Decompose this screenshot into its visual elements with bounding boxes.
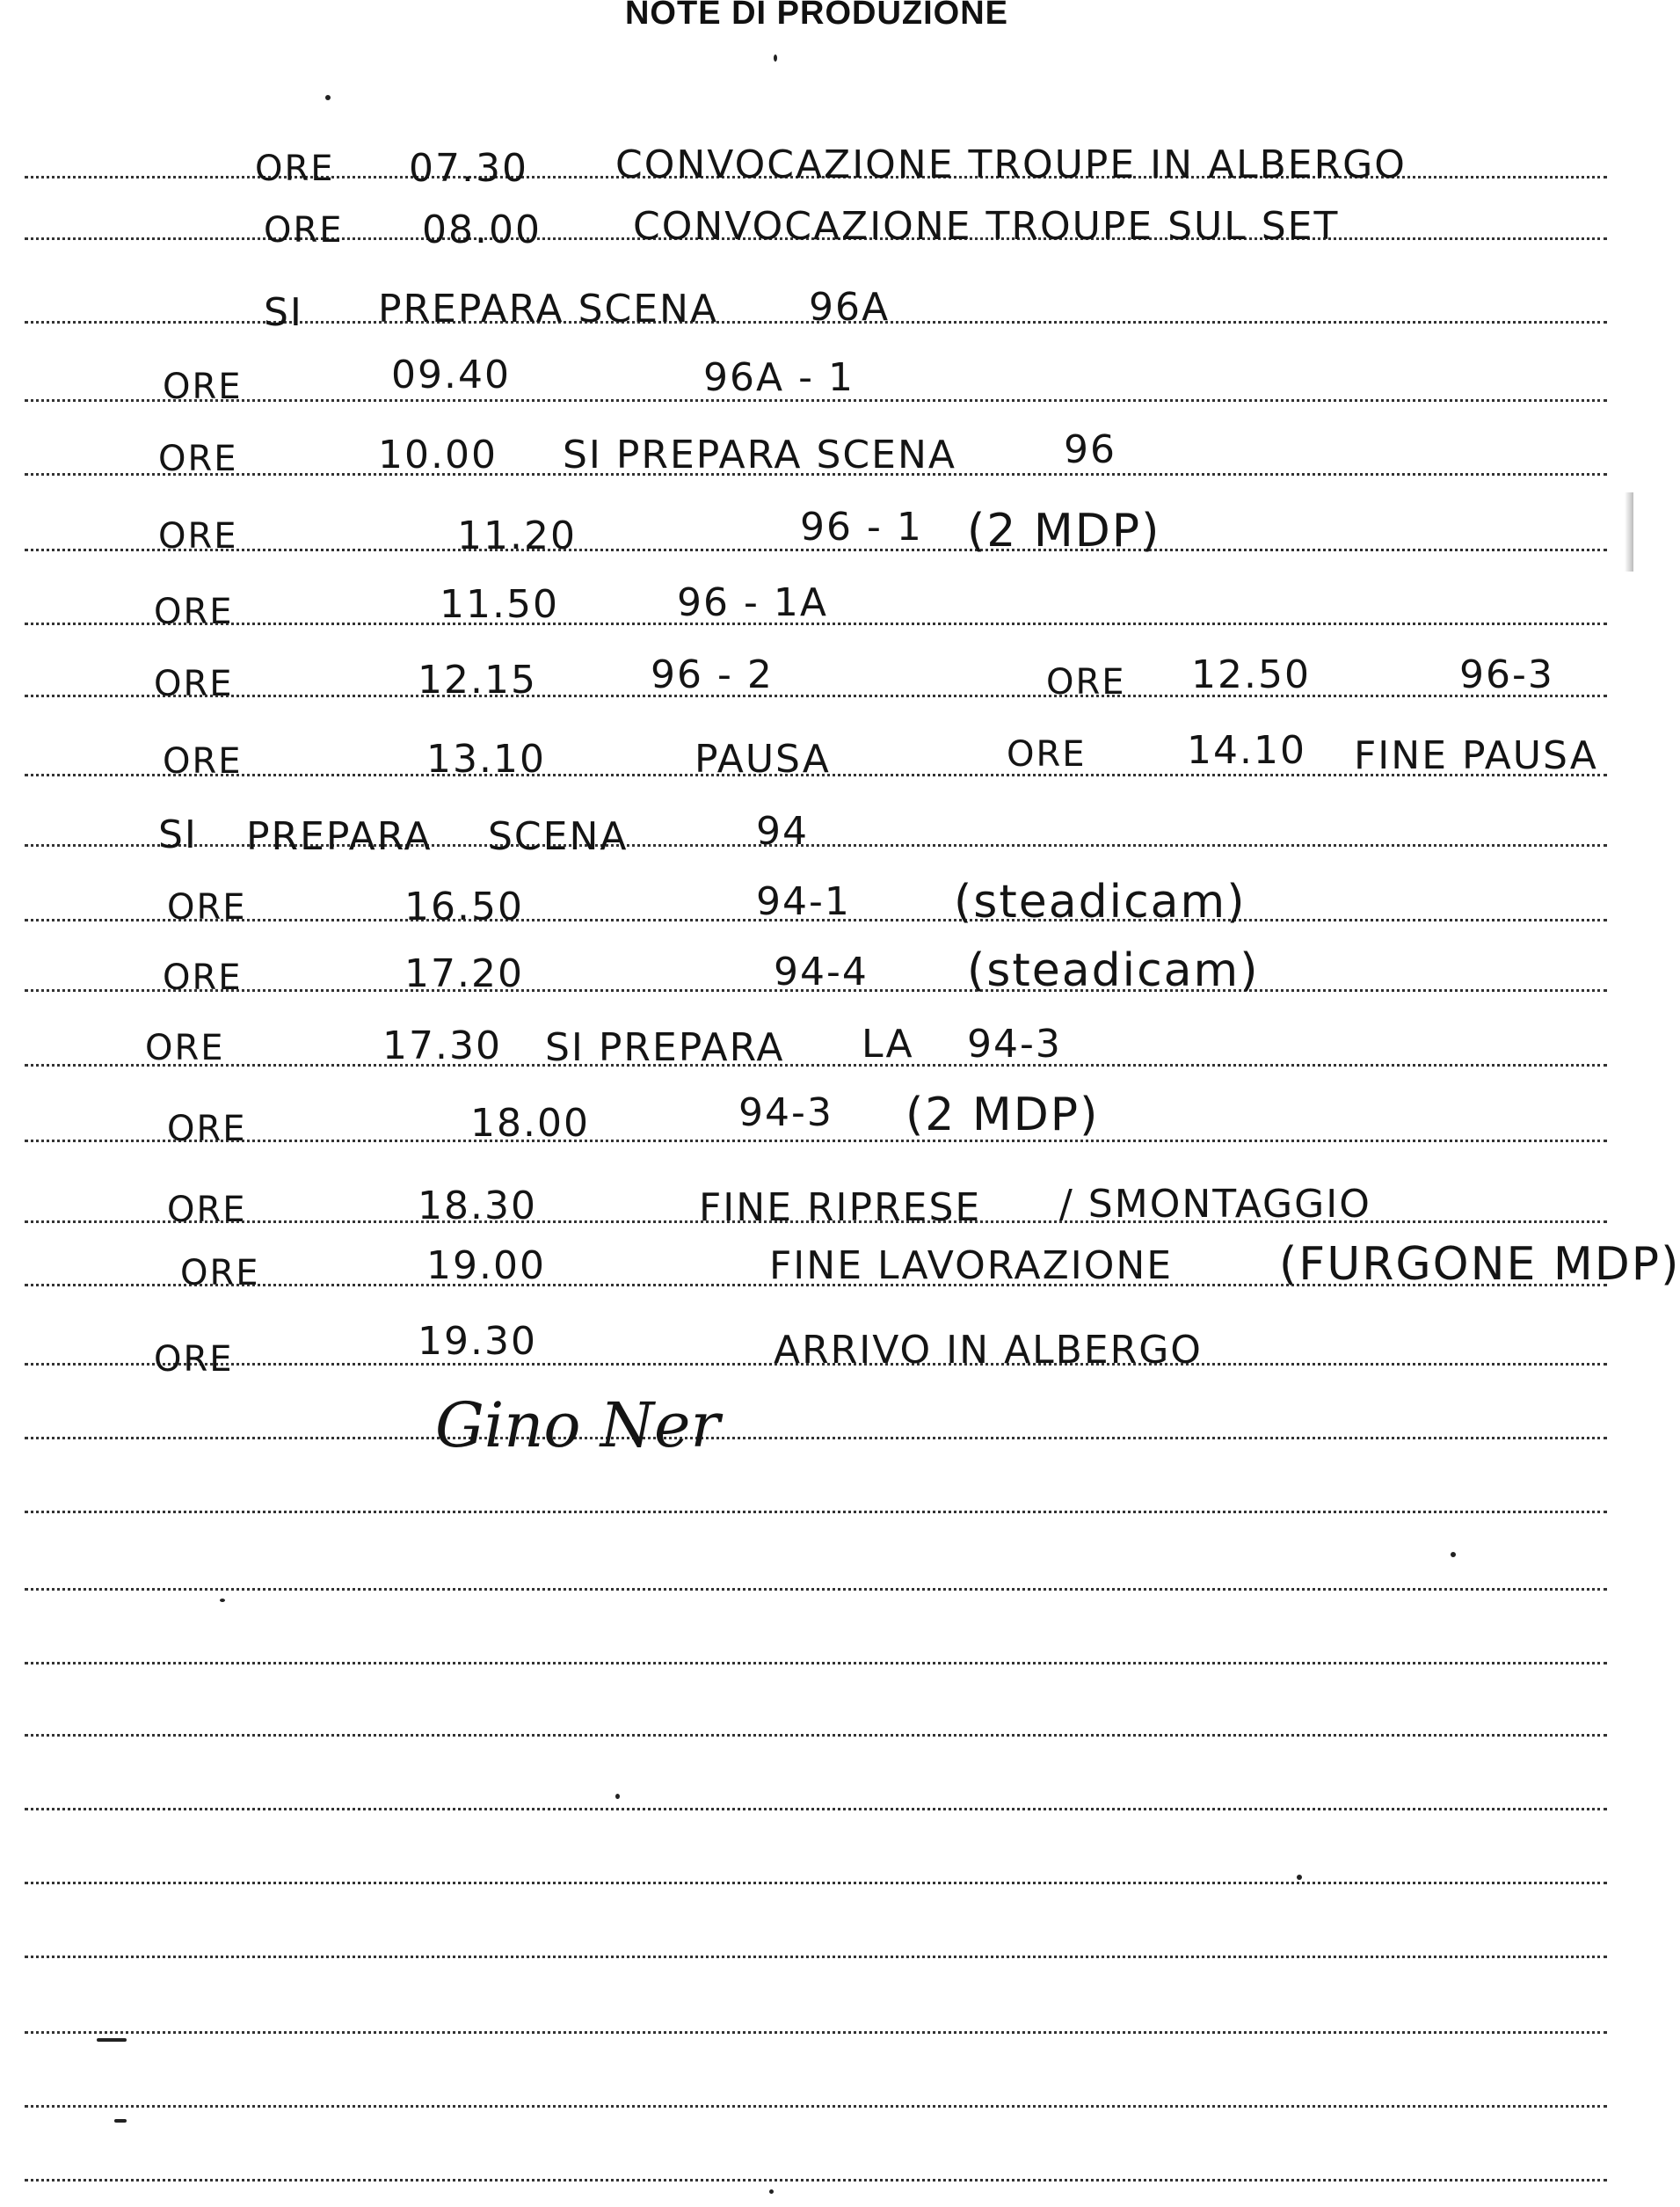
line-16-ore: ORE [180, 1253, 260, 1293]
line-10-scena: SCENA [488, 814, 629, 859]
scan-speck [615, 1794, 620, 1799]
line-13-text: SI PREPARA [545, 1025, 785, 1070]
scan-edge-shadow [1625, 492, 1633, 572]
line-3-si: SI [264, 290, 303, 335]
line-13-ore: ORE [145, 1028, 225, 1068]
line-12-take: 94-4 [774, 950, 869, 994]
line-1-time: 07.30 [409, 146, 528, 191]
line-16-note: (FURGONE MDP) [1279, 1238, 1680, 1291]
scan-speck [774, 55, 777, 62]
ruled-line [25, 1064, 1607, 1067]
ruled-line [25, 1956, 1607, 1958]
line-7-take: 96 - 1A [677, 580, 828, 625]
line-2-time: 08.00 [422, 208, 542, 252]
line-15-text: FINE RIPRESE [699, 1185, 982, 1230]
scan-speck [325, 95, 331, 100]
line-2-text: CONVOCAZIONE TROUPE SUL SET [633, 204, 1340, 249]
line-14-note: (2 MDP) [905, 1089, 1100, 1141]
line-17-time: 19.30 [418, 1319, 537, 1364]
line-1-text: CONVOCAZIONE TROUPE IN ALBERGO [615, 142, 1407, 187]
line-12-ore: ORE [163, 958, 243, 998]
line-16-text: FINE LAVORAZIONE [769, 1243, 1174, 1288]
line-9-ore-2: ORE [1007, 734, 1087, 775]
ruled-line [25, 1140, 1607, 1142]
line-9-text-2: FINE PAUSA [1354, 733, 1598, 778]
scan-speck [114, 2119, 127, 2123]
line-4-ore: ORE [163, 367, 243, 407]
line-5-text: SI PREPARA SCENA [563, 433, 956, 477]
line-15-ore: ORE [167, 1190, 247, 1230]
signature: Gino Ner [435, 1389, 720, 1461]
line-13-la: LA [862, 1022, 914, 1067]
ruled-line [25, 1882, 1607, 1884]
line-8-time: 12.15 [418, 658, 537, 703]
ruled-line [25, 1808, 1607, 1810]
scan-speck [1451, 1552, 1456, 1557]
ruled-line [25, 1734, 1607, 1737]
line-5-ore: ORE [158, 439, 238, 479]
scan-speck [1297, 1875, 1302, 1880]
scan-speck [769, 2189, 774, 2194]
ruled-line [25, 695, 1607, 697]
line-8-take: 96 - 2 [651, 652, 774, 697]
line-7-ore: ORE [154, 592, 234, 632]
line-6-note: (2 MDP) [967, 505, 1161, 557]
line-14-ore: ORE [167, 1109, 247, 1149]
line-9-time-2: 14.10 [1187, 728, 1306, 773]
line-16-time: 19.00 [426, 1243, 546, 1288]
scan-speck [220, 1599, 225, 1602]
line-17-ore: ORE [154, 1339, 234, 1380]
ruled-line [25, 1511, 1607, 1513]
ruled-line [25, 2031, 1607, 2034]
line-3-scene: 96A [809, 285, 891, 330]
line-4-time: 09.40 [391, 353, 511, 397]
line-5-scene: 96 [1064, 427, 1116, 472]
line-10-scene: 94 [756, 809, 809, 854]
line-6-take: 96 - 1 [800, 505, 923, 550]
line-8-time-2: 12.50 [1191, 652, 1311, 697]
scan-speck [97, 2038, 127, 2042]
line-2-ore: ORE [264, 210, 344, 251]
line-12-time: 17.20 [404, 951, 524, 996]
line-9-ore: ORE [163, 741, 243, 782]
ruled-line [25, 2105, 1607, 2108]
line-6-time: 11.20 [457, 514, 577, 558]
page-title: NOTE DI PRODUZIONE [624, 0, 1009, 32]
line-7-time: 11.50 [440, 582, 559, 627]
line-14-take: 94-3 [738, 1090, 833, 1135]
line-11-take: 94-1 [756, 879, 851, 924]
line-13-take: 94-3 [967, 1022, 1062, 1067]
line-4-take: 96A - 1 [703, 355, 855, 400]
line-5-time: 10.00 [378, 433, 498, 477]
line-1-ore: ORE [255, 149, 335, 189]
ruled-line [25, 1662, 1607, 1664]
line-17-text: ARRIVO IN ALBERGO [774, 1328, 1203, 1373]
line-10-prepara: PREPARA [246, 814, 433, 859]
ruled-line [25, 1588, 1607, 1591]
line-8-take-2: 96-3 [1459, 652, 1554, 697]
ruled-line [25, 2179, 1607, 2182]
line-12-note: (steadicam) [967, 944, 1260, 997]
line-6-ore: ORE [158, 516, 238, 557]
line-10-si: SI [158, 812, 198, 857]
line-3-text: PREPARA SCENA [378, 287, 719, 331]
line-8-ore: ORE [154, 664, 234, 704]
line-14-time: 18.00 [470, 1101, 590, 1146]
line-11-ore: ORE [167, 887, 247, 928]
line-11-time: 16.50 [404, 885, 524, 929]
line-13-time: 17.30 [382, 1023, 502, 1068]
line-15-time: 18.30 [418, 1184, 537, 1228]
line-9-time: 13.10 [426, 737, 546, 782]
line-8-ore-2: ORE [1046, 662, 1126, 703]
line-11-note: (steadicam) [954, 876, 1247, 929]
line-15-text-2: / SMONTAGGIO [1059, 1182, 1371, 1227]
line-9-text: PAUSA [695, 737, 831, 782]
ruled-line [25, 1437, 1607, 1439]
